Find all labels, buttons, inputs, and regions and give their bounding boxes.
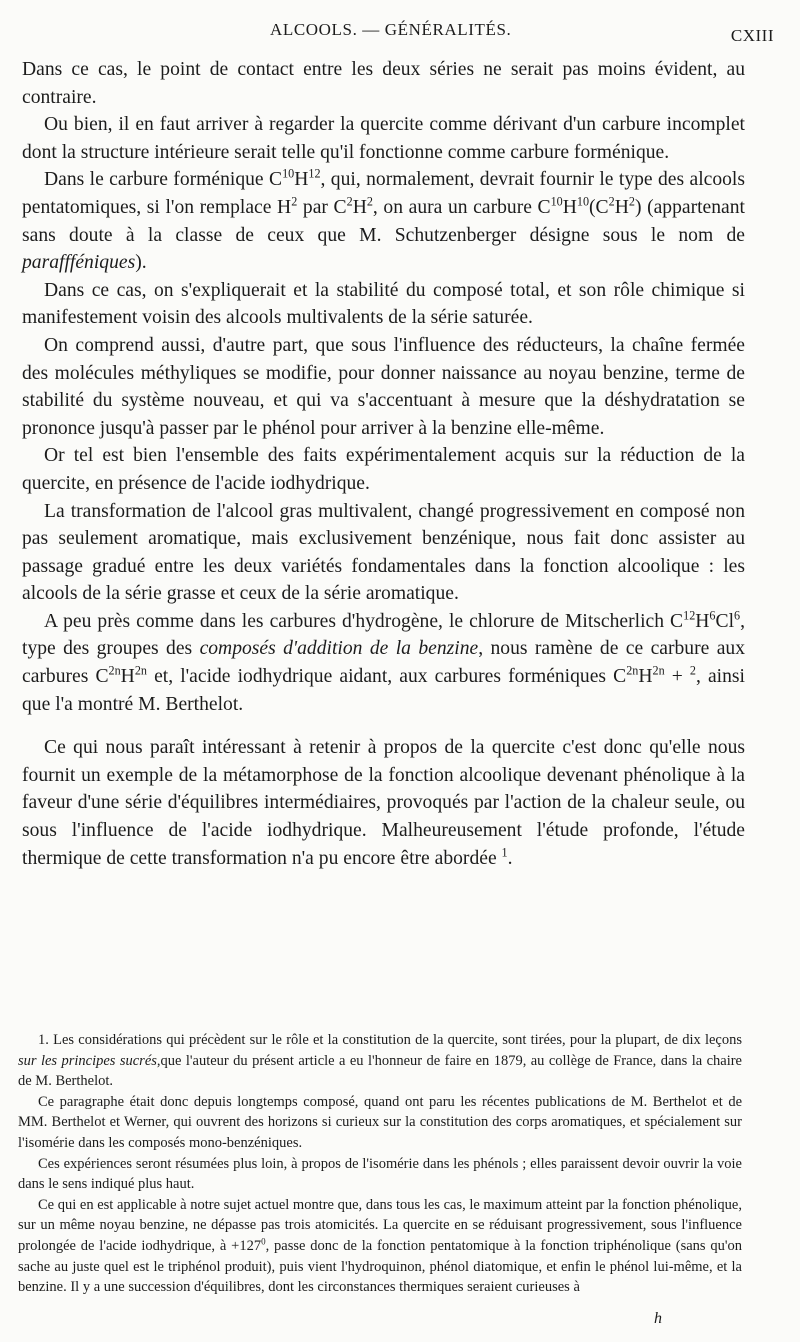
footnote-paragraph-3: Ces expériences seront résumées plus loin, à propos de l'isomérie dans les phénols ; elles paraissent devoir ouvrir la voie dans le sens indiqué plus haut. xyxy=(18,1155,742,1193)
paragraph-7: La transformation de l'alcool gras multivalent, changé progressivement en composé non pas seulement aromatique, mais exclusivement benzénique, nous fait donc assister au passage gradué entre les deux variétés fondamentales dans la fonction alcoolique : les alcools de la série grasse et ceux de la série aromatique. xyxy=(22,500,745,605)
signature-mark: h xyxy=(654,1310,662,1327)
paragraph-6: Or tel est bien l'ensemble des faits expérimentalement acquis sur la réduction de la quercite, en présence de l'acide iodhydrique. xyxy=(22,445,745,494)
paragraph-1: Dans ce cas, le point de contact entre les deux séries ne serait pas moins évident, au contraire. xyxy=(22,59,745,108)
paragraph-4: Dans ce cas, on s'expliquerait et la stabilité du composé total, et son rôle chimique si manifestement voisin des alcools multivalents de la série saturée. xyxy=(22,279,745,329)
footnote-ref: 1 xyxy=(501,845,508,860)
footnote-1: 1. Les considérations qui précèdent sur le rôle et la constitution de la quercite, sont tirées, pour la plupart, de dix leçons sur les principes sucrés,que l'auteur du présent article a eu l'honneur de faire en 1879, au collège de France, dans la chaire de M. Berthelot. xyxy=(18,1032,742,1090)
paragraph-5: On comprend aussi, d'autre part, que sous l'influence des réducteurs, la chaîne fermée des molécules méthyliques se modifie, pour donner naissance au noyau benzine, terme de stabilité du système nouveau, et qui va s'accentuant à mesure que la déshydratation se prononce jusqu'à passer par le phénol pour arriver à la benzine elle-même. xyxy=(22,334,745,439)
page-number: CXIII xyxy=(730,26,774,45)
paragraph-2: Ou bien, il en faut arriver à regarder la quercite comme dérivant d'un carbure incomplet dont la structure intérieure serait telle qu'il fonctionne comme carbure forménique. xyxy=(22,114,745,163)
footnotes xyxy=(18,1030,742,1298)
footnote-paragraph-2: Ce paragraphe était donc depuis longtemps composé, quand ont paru les récentes publications de M. Berthelot et de MM. Berthelot et Werner, qui ouvrent des horizons si curieux sur la constitution des corps aromatiques, et spécialement sur l'isomérie dans les composés mono-benzéniques. xyxy=(18,1093,742,1151)
footnote-paragraph-4: Ce qui en est applicable à notre sujet actuel montre que, dans tous les cas, le maximum atteint par la fonction phénolique, sur un même noyau benzine, ne dépasse pas trois atomicités. La quercite en se réduisant progressivement, sous l'influence prolongée de l'acide iodhydrique, à $+127^0$, passe donc de la fonction pentatomique à la fonction triphénolique (sans qu'on sache au juste quel est le triphénol produit), puis vient l'hydroquinon, phénol diatomique, et enfin le phénol lui-même, et la benzine. Il y a une succession d'équilibres, dont les circonstances thermiques seraient curieuses à xyxy=(18,1196,743,1296)
italic-term: paraffféniques xyxy=(22,252,136,274)
paragraph-8: A peu près comme dans les carbures d'hydrogène, le chlorure de Mitscherlich $C^{12}H^6Cl^6$, type des groupes des composés d'addition de la benzine, nous ramène de ce carbure aux carbures $C^{2n}H^{2n}$ et, l'acide iodhydrique aidant, aux carbures forméniques $C^{2n}H^{2n} + ^2$, ainsi que l'a montré M. Berthelot. xyxy=(22,608,745,715)
italic-term: composés d'addition de la benzine xyxy=(199,638,479,660)
running-title: ALCOOLS. — GÉNÉRALITÉS. xyxy=(270,20,512,39)
running-head xyxy=(0,20,800,50)
paragraph-3: Dans le carbure forménique $C^{10}H^{12}$, qui, normalement, devrait fournir le type des alcools pentatomiques, si l'on remplace $H^2$ par $C^2H^2$, on aura un carbure $C^{10}H^{10}(C^2H^2)$ (appartenant sans doute à la classe de ceux que M. Schutzenberger désigne sous le nom de paraffféniques). xyxy=(22,167,745,274)
main-text xyxy=(22,56,745,872)
paragraph-9: Ce qui nous paraît intéressant à retenir à propos de la quercite c'est donc qu'elle nous fournit un exemple de la métamorphose de la fonction alcoolique devenant phénolique à la faveur d'une série d'équilibres intermédiaires, provoqués par l'action de la chaleur seule, ou sous l'influence de l'acide iodhydrique. Malheureusement l'étude profonde, l'étude thermique de cette transformation n'a pu encore être abordée $^1$. xyxy=(22,737,745,869)
